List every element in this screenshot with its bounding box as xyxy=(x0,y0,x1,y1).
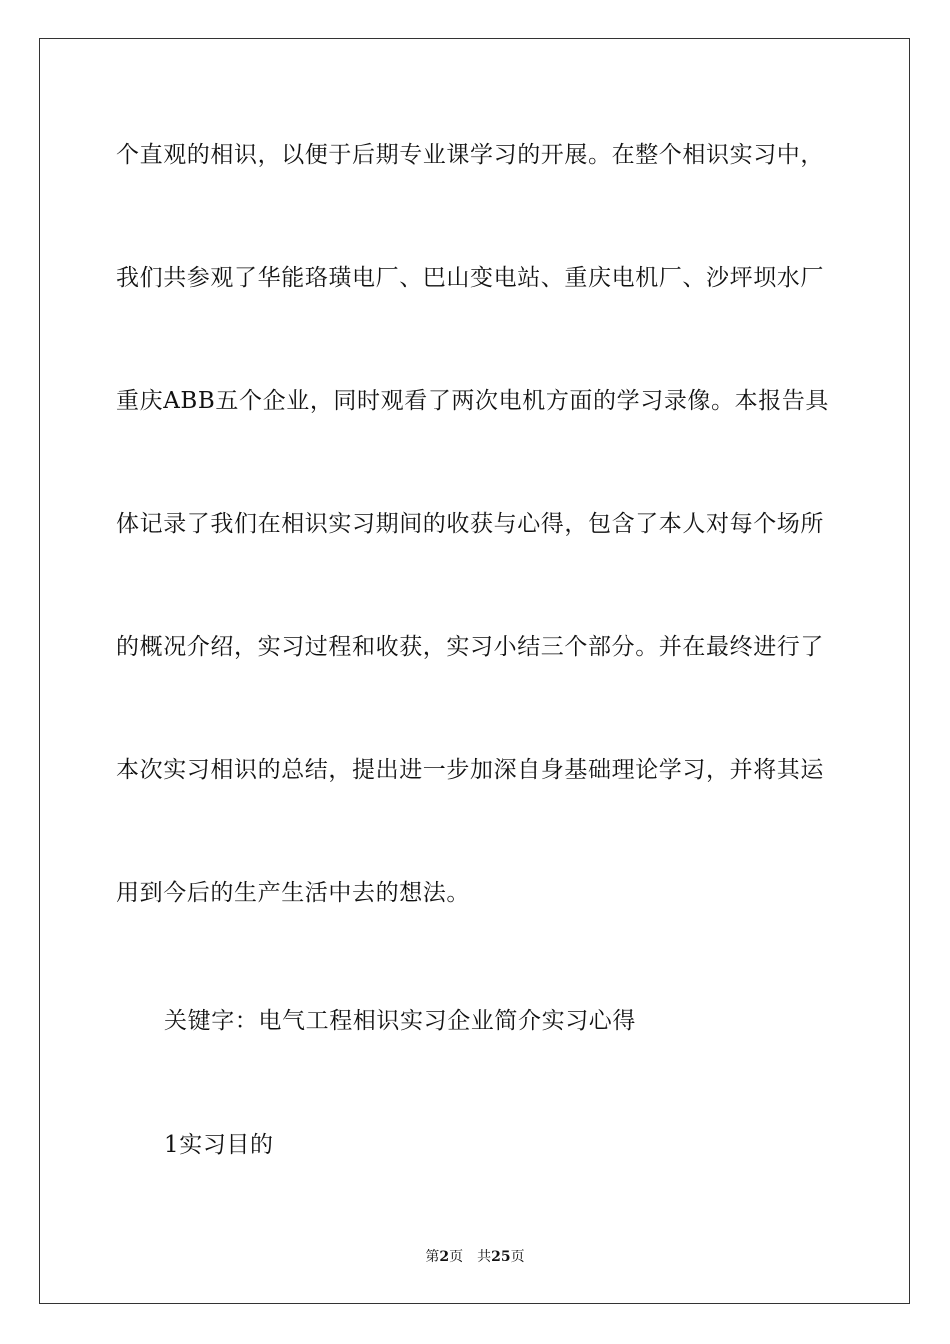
body-line-5: 的概况介绍，实习过程和收获，实习小结三个部分。并在最终进行了 xyxy=(116,634,824,660)
page-prefix: 第 xyxy=(425,1249,440,1265)
page-border xyxy=(39,38,910,1304)
total-prefix: 共 xyxy=(477,1249,492,1265)
body-line-2: 我们共参观了华能珞璜电厂、巴山变电站、重庆电机厂、沙坪坝水厂 xyxy=(116,265,824,291)
page-footer xyxy=(0,1246,950,1266)
page-suffix: 页 xyxy=(449,1249,464,1265)
total-pages: 25 xyxy=(491,1249,511,1265)
body-line-4: 体记录了我们在相识实习期间的收获与心得，包含了本人对每个场所 xyxy=(116,511,824,537)
body-line-1: 个直观的相识，以便于后期专业课学习的开展。在整个相识实习中， xyxy=(116,142,824,168)
body-line-7: 用到今后的生产生活中去的想法。 xyxy=(116,880,470,906)
section-heading: 1实习目的 xyxy=(164,1132,274,1158)
body-line-6: 本次实习相识的总结，提出进一步加深自身基础理论学习，并将其运 xyxy=(116,757,824,783)
keywords-line: 关键字：电气工程相识实习企业简介实习心得 xyxy=(164,1008,636,1034)
body-line-3: 重庆ABB五个企业，同时观看了两次电机方面的学习录像。本报告具 xyxy=(116,388,830,414)
page-number: 2 xyxy=(439,1249,450,1265)
total-suffix: 页 xyxy=(510,1249,525,1265)
